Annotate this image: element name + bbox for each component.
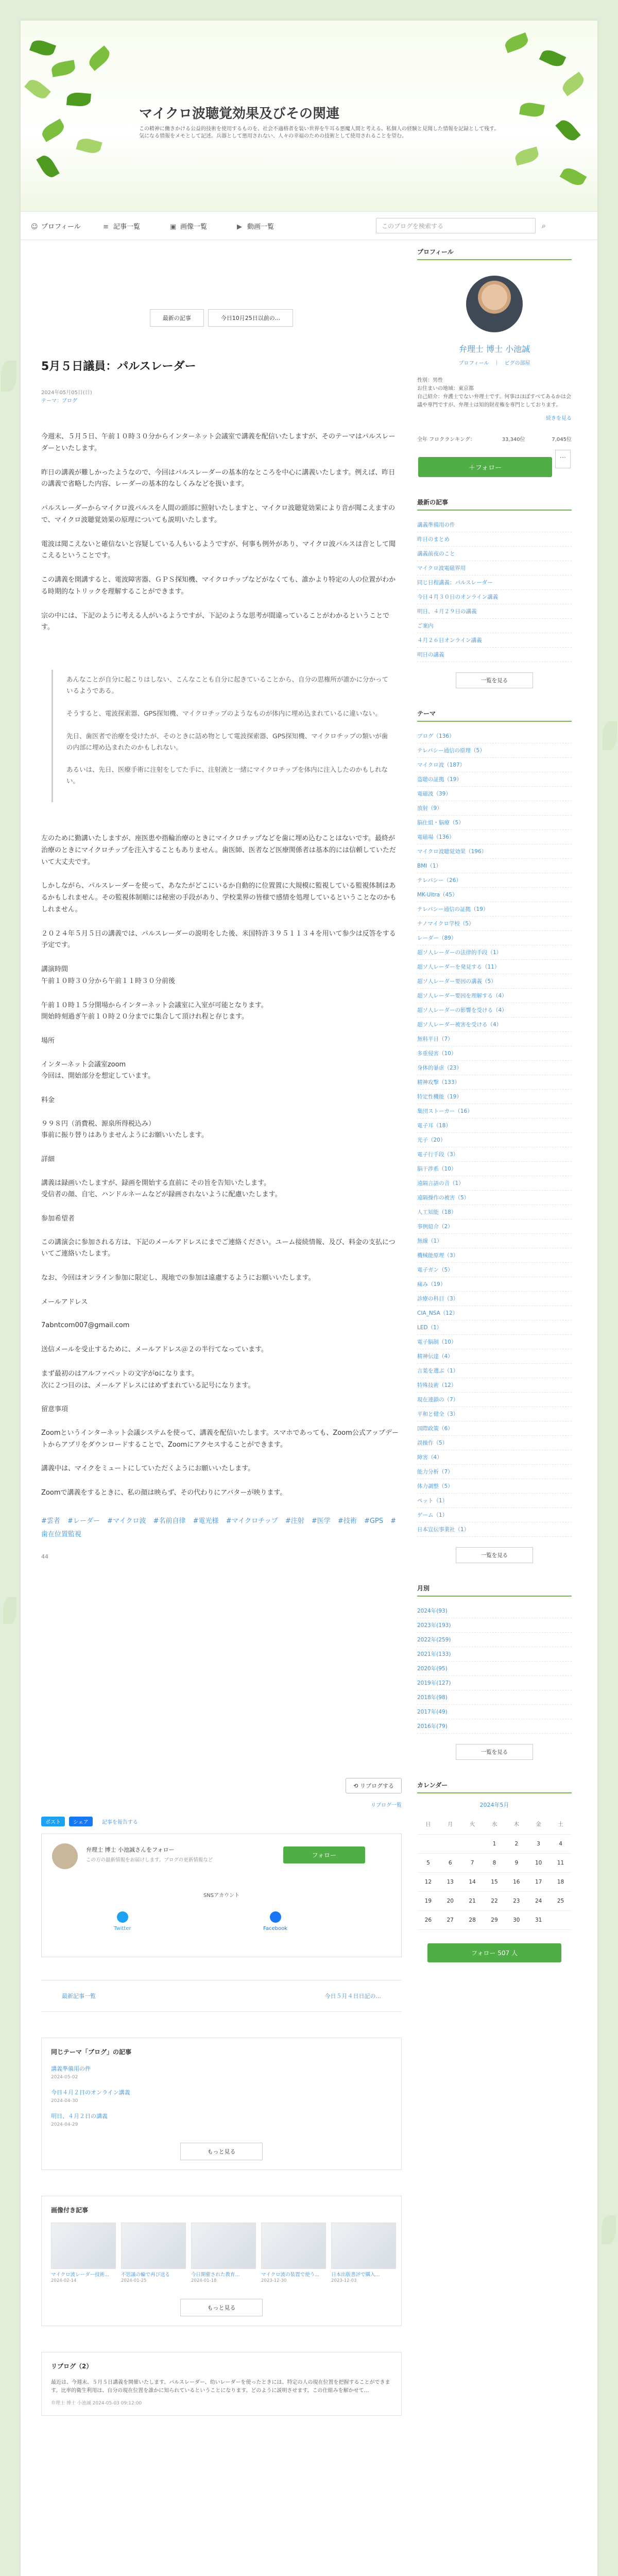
profile-links[interactable]: プロフィール ｜ ピグの部屋 — [458, 361, 530, 366]
archive-year-link[interactable]: 2023年(193) — [417, 1618, 572, 1633]
hashtag[interactable]: #マイクロチップ — [226, 1517, 278, 1525]
pager-latest-button[interactable]: 最新の記事 — [150, 309, 204, 327]
share-row — [41, 1817, 402, 1826]
archive-year-link[interactable]: 2018年(98) — [417, 1690, 572, 1705]
leaf-decoration-right — [484, 21, 597, 211]
image-thumb[interactable] — [191, 2223, 256, 2283]
reblog-author[interactable]: 弁理士 博士 小池誠 — [51, 2401, 91, 2406]
hashtag-list — [41, 1515, 402, 1541]
thumb-title: 今日開催された教育... — [191, 2272, 240, 2278]
follow-name[interactable]: 弁理士 博士 小池誠さんをフォロー — [86, 1846, 175, 1854]
theme-link[interactable]: 超ソ人レーダー要因を理解する（4） — [417, 989, 572, 1003]
reblog-text: 最近は、今週末、５月５日講義を開催いたします。パルスレーダー、幼いレーダーを使ったときには、特定の人の現在位置を把握することができます。比率的衛生利用は、自分の現在位置を誰かに知られているということになります。どのように説明させます。この仕組みを解かせて… — [51, 2380, 390, 2394]
theme-link[interactable]: 誤操作（5） — [417, 1436, 572, 1450]
calendar-day[interactable]: 12 — [417, 1873, 439, 1892]
article-body — [41, 431, 402, 1562]
user-icon: ☺ — [31, 223, 38, 231]
blog-page — [21, 21, 597, 2576]
theme-entry-link[interactable]: 講義準備用の件 — [51, 2065, 91, 2073]
calendar-day[interactable]: 24 — [527, 1892, 550, 1911]
article-paragraph: 昨日の講義が難しかったようなので、今回はパルスレーダーの基本的なところを中心に講義いたします。例えば、昨日の講義で省略した内容、レーダーの基本的なしくみなどを扱います。 — [41, 468, 396, 488]
calendar-day[interactable] — [439, 1835, 461, 1854]
site-title[interactable]: マイクロ波聴覚効果及びその関連 — [139, 106, 339, 122]
theme-link[interactable]: ナノマイクロ学校（5） — [417, 917, 572, 931]
article-title[interactable]: 5月５日議員：パルスレーダー — [41, 360, 196, 373]
thumb-title: 不思議の輪で再び送る — [121, 2272, 170, 2278]
like-count[interactable]: 44 — [41, 1553, 48, 1560]
entry-pager — [41, 1980, 402, 2012]
hashtag[interactable]: #技術 — [337, 1517, 357, 1525]
site-description: この精神に働きかける公益的技術を使用するものを、社会不適格者を装い世界を牛耳る悪魔人間と考える。私個人の経験と見聞した情報を記録として残す。気になる情報をメモとして記述。兵器として悪用されない、人々の幸福のための技術として使用されることを望む。 — [139, 126, 500, 139]
theme-link[interactable]: 特殊技術（12） — [417, 1378, 572, 1393]
calendar-day[interactable] — [417, 1835, 439, 1854]
theme-link[interactable]: 言葉を選ぶ（1） — [417, 1364, 572, 1378]
article-detail: 講義中は、マイクをミュートにしていただくようにお願いいたします。 — [41, 1465, 255, 1473]
calendar — [417, 1781, 572, 1930]
article-paragraph: パルスレーダーからマイクロ波パルスを人間の頭部に照射いたしますと、マイクロ波聴覚効果により音が聞こえますので、マイクロ波聴覚効果の原理についても説明いたします。 — [41, 504, 396, 524]
calendar-day[interactable]: 4 — [550, 1835, 572, 1854]
article-detail: 場所 インターネット会議室zoom 今回は、開始部分を想定しています。 — [41, 1037, 154, 1080]
theme-link[interactable]: 遠隔操作の被害（5） — [417, 1191, 572, 1205]
recent-entry-link[interactable]: ４月２６日オンライン講義 — [417, 633, 572, 648]
recent-entry-link[interactable]: 明日、４月２９日の講義 — [417, 604, 572, 619]
images-more-button[interactable]: もっと見る — [180, 2299, 263, 2316]
calendar-month: 2024年5月 — [479, 1802, 509, 1808]
sns-twitter-link[interactable]: Twitter — [114, 1911, 131, 1931]
hashtag[interactable]: #注射 — [285, 1517, 304, 1525]
quote-paragraph: あるいは、先日、医療手術に注射をしてた手に、注射液と一緒にマイクロチップを体内に注入したのかもしれない。 — [66, 766, 388, 785]
thumbnail-image — [121, 2223, 186, 2269]
theme-link[interactable]: 精神攻撃（133） — [417, 1075, 572, 1090]
sidebar-follow-button-bottom[interactable]: フォロー 507 人 — [427, 1943, 561, 1962]
theme-link[interactable]: 多重侵害（10） — [417, 1046, 572, 1061]
calendar-day[interactable]: 7 — [461, 1854, 484, 1873]
search-icon[interactable]: ⌕ — [541, 221, 546, 230]
nav-images[interactable]: ▣ 画像一覧 — [170, 223, 208, 231]
reblog-icon: ⟲ — [353, 1783, 360, 1790]
thumbnail-image — [261, 2223, 326, 2269]
image-entries-box — [41, 2196, 402, 2326]
calendar-day[interactable]: 26 — [417, 1911, 439, 1930]
sidebar — [417, 247, 572, 1962]
calendar-day[interactable]: 29 — [484, 1911, 506, 1930]
archive-year-link[interactable]: 2022年(259) — [417, 1633, 572, 1647]
article-detail: 講演時間 午前１０時３０分から午前１１時３０分前後 — [41, 965, 176, 985]
archive-year-link[interactable]: 2016年(79) — [417, 1719, 572, 1734]
image-icon: ▣ — [170, 223, 177, 231]
theme-link[interactable]: ブログ（136） — [417, 729, 572, 743]
theme-more-button[interactable]: もっと見る — [180, 2143, 263, 2160]
calendar-weekday: 月 — [439, 1814, 461, 1835]
recent-more-button[interactable]: 一覧を見る — [456, 672, 533, 688]
next-entry-link[interactable]: 今日５月４日日記の... — [324, 1993, 381, 2000]
article-detail: 送信メールを受止するために、メールアドレス＠２の半行てなっています。 — [41, 1346, 268, 1354]
recent-entry-link[interactable]: 講義前夜のこと — [417, 547, 572, 561]
list-icon: ≡ — [103, 223, 109, 231]
article-theme[interactable]: テーマ：ブログ — [41, 398, 77, 404]
reblog-box — [41, 2352, 402, 2416]
calendar-table — [417, 1814, 572, 1930]
recent-entry-link[interactable]: 講義準備用の件 — [417, 518, 572, 532]
reblog-row — [41, 1778, 402, 1793]
theme-link[interactable]: 事例紹介（2） — [417, 1219, 572, 1234]
recent-entry-link[interactable]: 昨日のまとめ — [417, 532, 572, 547]
theme-link[interactable]: 放射（9） — [417, 801, 572, 816]
theme-link[interactable]: 精神伝達（4） — [417, 1349, 572, 1364]
same-theme-title: 同じテーマ「ブログ」の記事 — [51, 2048, 132, 2056]
theme-link[interactable]: 特定性機能（19） — [417, 1090, 572, 1104]
avatar — [52, 1843, 78, 1869]
theme-entry-link[interactable]: 明日、４月２日の講義 — [51, 2113, 108, 2120]
image-thumb[interactable] — [51, 2223, 116, 2283]
twitter-share-button[interactable]: ポスト — [41, 1817, 65, 1826]
hashtag[interactable]: #マイクロ波 — [107, 1517, 146, 1525]
same-theme-box — [41, 2038, 402, 2170]
theme-link[interactable]: 超ソ人レーダーの法律的手段（1） — [417, 945, 572, 960]
calendar-day[interactable]: 6 — [439, 1854, 461, 1873]
theme-link[interactable]: 電子耳（18） — [417, 1118, 572, 1133]
article-meta — [41, 389, 402, 405]
background-leaf — [3, 1597, 16, 1624]
theme-link[interactable]: 電子行手段（3） — [417, 1147, 572, 1162]
background-leaf — [1, 361, 16, 392]
follow-sub: この方の最新情報をお届けします。ブログの更新情報など — [86, 1857, 213, 1863]
calendar-weekday: 金 — [527, 1814, 550, 1835]
article-paragraph: 宗の中には、下記のように考える人がいるようですが、下記のような思考が間違っていることがわかるということです。 — [41, 612, 390, 632]
calendar-day[interactable]: 13 — [439, 1873, 461, 1892]
article-paragraph: この講義を開講すると、電波障害器、ＧＰＳ探知機、マイクロチップなどがなくても、誰かより特定の人の位置がわかる時期的なトリックを理解することができます。 — [41, 576, 396, 596]
calendar-day[interactable]: 27 — [439, 1911, 461, 1930]
theme-link[interactable]: テレパシー（26） — [417, 873, 572, 888]
archive-list — [417, 1584, 572, 1760]
thumbnail-image — [331, 2223, 396, 2269]
calendar-day[interactable]: 3 — [527, 1835, 550, 1854]
calendar-day[interactable]: 2 — [505, 1835, 527, 1854]
theme-link[interactable]: マイクロ波聴覚効果（196） — [417, 844, 572, 859]
recent-entry-link[interactable]: マイクロ波電磁界用 — [417, 561, 572, 575]
thumb-title: マイクロ波の装置で使う... — [261, 2272, 320, 2278]
theme-link[interactable]: レーダー（89） — [417, 931, 572, 945]
blockquote — [52, 670, 402, 802]
theme-link[interactable]: 電子脳制（10） — [417, 1335, 572, 1349]
calendar-weekday: 木 — [505, 1814, 527, 1835]
facebook-icon — [270, 1911, 281, 1923]
theme-link[interactable]: 超ソ人レーダー要因の講義（5） — [417, 974, 572, 989]
theme-list — [417, 709, 572, 1563]
hashtag[interactable]: #歯在位置監視 — [41, 1517, 397, 1538]
sns-label: SNSアカウント — [203, 1893, 240, 1899]
themes-more-button[interactable]: 一覧を見る — [456, 1547, 533, 1563]
theme-link[interactable]: 超ソ人レーダーの影響を受ける（4） — [417, 1003, 572, 1018]
calendar-day[interactable]: 31 — [527, 1911, 550, 1930]
archive-year-link[interactable]: 2020年(95) — [417, 1662, 572, 1676]
theme-entry-date: 2024-04-30 — [51, 2098, 78, 2104]
archive-year-link[interactable]: 2021年(133) — [417, 1647, 572, 1662]
theme-link[interactable]: ペット（1） — [417, 1494, 572, 1508]
theme-link[interactable]: MK-Ultra（45） — [417, 888, 572, 902]
calendar-day[interactable]: 1 — [484, 1835, 506, 1854]
calendar-day[interactable]: 21 — [461, 1892, 484, 1911]
quote-paragraph: あんなことが自分に起こりはしない、こんなことも自分に起きていることから、自分の思権所が誰かに分かっているようである。 — [66, 675, 389, 694]
article-paragraph: しかしながら、パルスレーダーを使って、あなたがどこにいるか自動的に位置置に大規模に監視している監視体制はあるかもしれません。その監視体制順には秘密の手段があり、学校業界の皆様で感情を処理しているということなのかもしれません。 — [41, 882, 397, 913]
quote-paragraph: 先日、歯医者で治療を受けたが、そのときに詰め物として電波探索器、GPS探知機、マイクロチップの類いが歯の内部に埋め込まれたのかもしれない。 — [66, 732, 388, 751]
global-nav — [21, 211, 597, 240]
theme-entry-date: 2024-05-02 — [51, 2075, 78, 2080]
theme-link[interactable]: CIA_NSA（12） — [417, 1306, 572, 1320]
theme-link[interactable]: テレパシー通信の証拠（19） — [417, 902, 572, 917]
calendar-day[interactable]: 15 — [484, 1873, 506, 1892]
article-pager-top — [41, 309, 402, 327]
site-header — [21, 21, 597, 211]
calendar-day[interactable]: 10 — [527, 1854, 550, 1873]
hashtag[interactable]: #GPS — [364, 1517, 384, 1525]
article-detail: 料金 ９９８円（消費税、源泉所得税込み） 事前に振り替りはありませんようにお願いいたします。 — [41, 1096, 208, 1140]
calendar-day[interactable]: 30 — [505, 1911, 527, 1930]
calendar-day[interactable]: 19 — [417, 1892, 439, 1911]
archive-year-link[interactable]: 2024年(93) — [417, 1604, 572, 1618]
theme-entry-date: 2024-04-29 — [51, 2122, 78, 2128]
calendar-day[interactable]: 14 — [461, 1873, 484, 1892]
theme-link[interactable]: 盗聴の証拠（19） — [417, 772, 572, 787]
sidebar-follow-button[interactable]: ＋フォロー — [418, 457, 552, 477]
background-leaf — [603, 721, 617, 750]
theme-link[interactable]: 無線（1） — [417, 1234, 572, 1248]
background-leaf — [602, 2215, 616, 2244]
calendar-day[interactable]: 9 — [505, 1854, 527, 1873]
recent-heading: 最新の記事 — [417, 498, 572, 511]
theme-link[interactable]: 診療の科目（3） — [417, 1292, 572, 1306]
archive-year-link[interactable]: 2019年(127) — [417, 1676, 572, 1690]
article-paragraph: 今週末、５月５日、午前１０時３０分からインターネット会議室で講義を配信いたしますが、そのテーマはパルスレーダーといたします。 — [41, 433, 396, 452]
avatar[interactable] — [466, 276, 523, 332]
twitter-icon — [117, 1911, 128, 1923]
theme-link[interactable]: 国際政策（6） — [417, 1421, 572, 1436]
hashtag[interactable]: #電光様 — [193, 1517, 219, 1525]
image-entries-title: 画像付き記事 — [51, 2207, 89, 2214]
calendar-day[interactable] — [461, 1835, 484, 1854]
theme-link[interactable]: ゲーム（1） — [417, 1508, 572, 1522]
profile-description: 性別：男性 お住まいの地域：東京都 自己紹介：弁護士でない弁理士です。何事はほぼすべてあるかは会議や専門ですが、弁理士は知的財産権を専門としております。 — [417, 378, 571, 408]
thumb-title: 日本出版書評で購入... — [331, 2272, 380, 2278]
reblog-list-link[interactable]: リブログ一覧 — [371, 1803, 402, 1809]
hashtag[interactable]: #医学 — [311, 1517, 331, 1525]
theme-link[interactable]: LED（1） — [417, 1320, 572, 1335]
calendar-weekday: 日 — [417, 1814, 439, 1835]
theme-link[interactable]: 平和と健全（3） — [417, 1407, 572, 1421]
theme-link[interactable]: 無料平日（7） — [417, 1032, 572, 1046]
calendar-day[interactable]: 11 — [550, 1854, 572, 1873]
archive-year-link[interactable]: 2017年(49) — [417, 1705, 572, 1719]
ranking-value: 33,340位 — [502, 437, 525, 443]
theme-entry-link[interactable]: 今日４月２日のオンライン講義 — [51, 2089, 130, 2096]
sns-facebook-link[interactable]: Facebook — [263, 1911, 287, 1931]
theme-link[interactable]: 身体的暴虐（23） — [417, 1061, 572, 1075]
article-detail: 午前１０時１５分開場からインターネット会議室に入室が可能となります。 開始時刻過ぎ午前１０時２０分までに集合して頂けれ程と存じます。 — [41, 1001, 268, 1021]
recent-entry-link[interactable]: 今日４月３０日のオンライン講義 — [417, 590, 572, 604]
reblog-title: リブログ（2） — [51, 2363, 93, 2370]
nav-entries[interactable]: ≡ 記事一覧 — [103, 223, 141, 231]
report-link[interactable]: 記事を報告する — [101, 1820, 138, 1826]
theme-link[interactable]: 電子ガン（5） — [417, 1263, 572, 1277]
recent-entry-link[interactable]: 明日の講義 — [417, 648, 572, 662]
article-detail: 詳細 講義は録画いたしますが、録画を開始する直前に その旨を告知いたします。 受信者の顔、自宅、ハンドルネームなどが録画されないように配慮いたします。 — [41, 1156, 282, 1199]
calendar-day[interactable]: 22 — [484, 1892, 506, 1911]
calendar-day[interactable]: 28 — [461, 1911, 484, 1930]
recent-entry-link[interactable]: ご案内 — [417, 619, 572, 633]
theme-link[interactable]: 脳干渉系（10） — [417, 1162, 572, 1176]
theme-link[interactable]: 電磁場（136） — [417, 830, 572, 844]
prev-entry-link[interactable]: 最新記事一覧 — [62, 1993, 96, 2000]
calendar-day[interactable] — [550, 1911, 572, 1930]
quote-paragraph: そうすると、電波探索器、GPS探知機、マイクロチップのようなものが体内に埋め込まれているに違いない。 — [66, 709, 382, 717]
archive-heading: 月別 — [417, 1584, 572, 1597]
theme-link[interactable]: 痛み（19） — [417, 1277, 572, 1292]
calendar-day[interactable]: 16 — [505, 1873, 527, 1892]
theme-link[interactable]: 現在連鎖の（7） — [417, 1393, 572, 1407]
follow-box — [41, 1834, 402, 1957]
profile-more-link[interactable]: 続きを見る — [546, 416, 572, 421]
recent-entries — [417, 498, 572, 688]
image-thumb[interactable] — [121, 2223, 186, 2283]
article-paragraph: 左のために勤講いたしますが、座医患や指輪治療のときにマイクロチップなどを歯に埋め込むことはないです。最終が治療のときにマイクロチップを注入することもありません。歯医師、医者など医療関係者は基本的には信頼していただいて大丈夫です。 — [41, 835, 396, 866]
calendar-day[interactable]: 5 — [417, 1854, 439, 1873]
article-detail: まず最初のはアルファベットの文字がoになります。 次に２つ目のは、メールアドレスにはめずまれている記号になります。 — [41, 1369, 255, 1389]
hashtag[interactable]: #名前自律 — [153, 1517, 186, 1525]
reblog-date: 2024-05-03 09:12:00 — [92, 2401, 142, 2406]
calendar-day[interactable]: 25 — [550, 1892, 572, 1911]
nav-profile[interactable]: ☺ プロフィール — [31, 223, 81, 231]
theme-link[interactable]: マイクロ波（187） — [417, 758, 572, 772]
image-thumbs — [51, 2223, 392, 2283]
profile-box — [417, 276, 572, 477]
reblog-button[interactable]: ⟲ リブログする — [346, 1778, 402, 1793]
calendar-heading: カレンダー — [417, 1781, 572, 1793]
calendar-weekday: 水 — [484, 1814, 506, 1835]
thumb-date: 2023-12-03 — [331, 2278, 357, 2284]
article-detail: Zoomで講義をするときに、私の顔は映らず、その代わりにアバターが映ります。 — [41, 1489, 287, 1497]
theme-link[interactable]: 脳仕組・脳療（5） — [417, 816, 572, 830]
thumb-title: マイクロ波レーダー技術... — [51, 2272, 110, 2278]
article-detail: メールアドレス 7abntcom007@gmail.com — [41, 1298, 130, 1330]
theme-heading: テーマ — [417, 709, 572, 722]
thumb-date: 2024-01-18 — [191, 2278, 217, 2284]
search-input[interactable]: このブログを検索する — [376, 218, 536, 233]
theme-link[interactable]: 集団ストーカー（16） — [417, 1104, 572, 1118]
profile-stats — [417, 435, 572, 443]
article-detail: 留意事項 Zoomというインターネット会議システムを使って、講義を配信いたします。スマホであっても、Zoom公式アップデートからアプリをダウンロードすることで、Zoomにアクセスすることができます。 — [41, 1405, 399, 1449]
image-thumb[interactable] — [331, 2223, 396, 2283]
theme-link[interactable]: 電磁波（39） — [417, 787, 572, 801]
theme-link[interactable]: テレパシー通信の原理（5） — [417, 743, 572, 758]
facebook-share-button[interactable]: シェア — [69, 1817, 93, 1826]
nav-videos[interactable]: ▶ 動画一覧 — [237, 223, 274, 231]
profile-heading: プロフィール — [417, 247, 572, 260]
thumbnail-image — [51, 2223, 116, 2269]
ranking-genre: 7,045位 — [552, 437, 572, 443]
video-icon: ▶ — [237, 223, 242, 231]
theme-link[interactable]: 日本宣伝事業社（1） — [417, 1522, 572, 1537]
article-date: 2024年05月05日(日) — [41, 390, 92, 396]
calendar-day[interactable]: 8 — [484, 1854, 506, 1873]
more-icon[interactable]: ⋯ — [555, 450, 571, 468]
calendar-day[interactable]: 23 — [505, 1892, 527, 1911]
theme-link[interactable]: 超ソ人レーダー被害を受ける（4） — [417, 1018, 572, 1032]
theme-link[interactable]: 超ソ人レーダーを発見する（11） — [417, 960, 572, 974]
follow-button[interactable]: フォロー — [283, 1846, 365, 1863]
theme-link[interactable]: 光子（20） — [417, 1133, 572, 1147]
calendar-weekday: 土 — [550, 1814, 572, 1835]
article-detail: なお、今回はオンライン参加に限定し、現地での参加は遠慮するようにお願いいたします。 — [41, 1274, 315, 1282]
thumbnail-image — [191, 2223, 256, 2269]
thumb-date: 2024-01-25 — [121, 2278, 147, 2284]
article-detail: 参加希望者 この講演会に参加される方は、下記のメールアドレスにまでご連絡ください。ユーム接続情報、及び、料金の支払についてご連絡いたします。 — [41, 1215, 396, 1258]
theme-link[interactable]: 機械能原理（3） — [417, 1248, 572, 1263]
theme-link[interactable]: 体力調整（5） — [417, 1479, 572, 1494]
calendar-day[interactable]: 18 — [550, 1873, 572, 1892]
recent-entry-link[interactable]: 同じ日程講義：パルスレーダー — [417, 575, 572, 590]
article-paragraph: 電波は聞こえないと確信ないと容疑している人もいるようですが、何事も例外があり、マイクロ波パルスは音として聞こえるということです。 — [41, 540, 396, 560]
image-thumb[interactable] — [261, 2223, 326, 2283]
thumb-date: 2023-12-30 — [261, 2278, 287, 2284]
main-column — [41, 263, 402, 2416]
theme-link[interactable]: 人工知能（18） — [417, 1205, 572, 1219]
hashtag[interactable]: #レーダー — [67, 1517, 100, 1525]
thumb-date: 2024-02-14 — [51, 2278, 77, 2284]
leaf-decoration-left — [21, 21, 134, 211]
calendar-weekday: 火 — [461, 1814, 484, 1835]
calendar-day[interactable]: 17 — [527, 1873, 550, 1892]
pager-next-button[interactable]: 今日10月25日以前の... — [208, 309, 293, 327]
profile-name[interactable]: 弁理士 博士 小池誠 — [458, 344, 530, 354]
hashtag[interactable]: #雲者 — [41, 1517, 60, 1525]
theme-link[interactable]: 遠隔言語の音（1） — [417, 1176, 572, 1191]
article-paragraph: ２０２４年５月５日の講義では、パルスレーダーの説明をした後、米国特許３９５１１３４を用いて参少は反答をする予定です。 — [41, 929, 396, 950]
theme-link[interactable]: BMI（1） — [417, 859, 572, 873]
theme-link[interactable]: 能力分析（7） — [417, 1465, 572, 1479]
ranking-label: 全年 フロクランキング： — [417, 437, 475, 443]
calendar-day[interactable]: 20 — [439, 1892, 461, 1911]
theme-link[interactable]: 障害（4） — [417, 1450, 572, 1465]
archive-more-button[interactable]: 一覧を見る — [456, 1744, 533, 1760]
